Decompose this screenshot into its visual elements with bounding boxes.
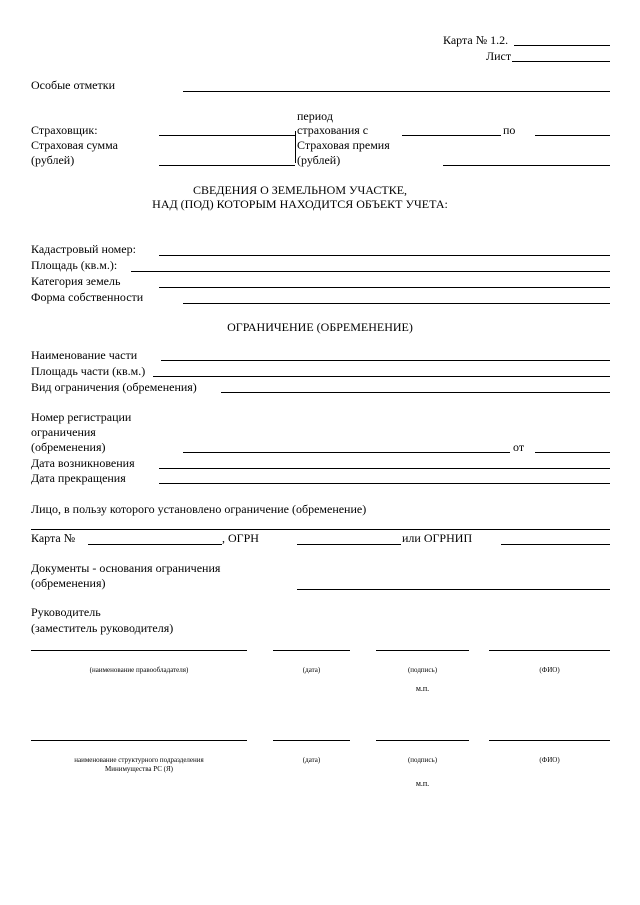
- divider-vertical: [295, 131, 296, 163]
- ownership-label: Форма собственности: [31, 290, 144, 304]
- beneficiary-line[interactable]: [31, 529, 610, 530]
- period-label-1: период: [297, 109, 333, 123]
- cadastral-label: Кадастровый номер:: [31, 242, 136, 256]
- area-line[interactable]: [131, 271, 610, 272]
- special-marks-line[interactable]: [183, 91, 610, 92]
- part-name-line[interactable]: [161, 360, 610, 361]
- reg-number-line[interactable]: [183, 452, 510, 453]
- part-name-label: Наименование части: [31, 348, 138, 362]
- sign1-fio-line[interactable]: [489, 650, 610, 651]
- kind-label: Вид ограничения (обременения): [31, 380, 197, 394]
- ogrn-label: , ОГРН: [222, 531, 259, 545]
- sign1-name-caption: (наименование правообладателя): [89, 666, 189, 674]
- sign2-stamp-mark: м.п.: [415, 779, 430, 788]
- head-label-2: (заместитель руководителя): [31, 621, 174, 635]
- period-label-2: страхования с: [297, 123, 369, 137]
- docs-label-1: Документы - основания ограничения: [31, 561, 221, 575]
- reg-label-3: (обременения): [31, 440, 106, 454]
- cadastral-line[interactable]: [159, 255, 610, 256]
- sign2-date-caption: (дата): [302, 756, 321, 764]
- sign2-sign-caption: (подпись): [407, 756, 438, 764]
- part-area-label: Площадь части (кв.м.): [31, 364, 146, 378]
- sign1-date-caption: (дата): [302, 666, 321, 674]
- sum-line[interactable]: [159, 165, 295, 166]
- land-title-1: СВЕДЕНИЯ О ЗЕМЕЛЬНОМ УЧАСТКЕ,: [192, 183, 408, 197]
- kind-line[interactable]: [221, 392, 610, 393]
- beneficiary-label: Лицо, в пользу которого установлено ограничение (обременение): [31, 502, 367, 516]
- premium-label-1: Страховая премия: [297, 138, 390, 152]
- card-number-label: Карта № 1.2.: [443, 33, 509, 47]
- ownership-line[interactable]: [183, 303, 610, 304]
- docs-line[interactable]: [297, 589, 610, 590]
- end-date-line[interactable]: [159, 483, 610, 484]
- restriction-title: ОГРАНИЧЕНИЕ (ОБРЕМЕНЕНИЕ): [227, 320, 413, 334]
- premium-label-2: (рублей): [297, 153, 341, 167]
- category-line[interactable]: [159, 287, 610, 288]
- category-label: Категория земель: [31, 274, 121, 288]
- end-date-label: Дата прекращения: [31, 471, 126, 485]
- card-no-line[interactable]: [88, 544, 222, 545]
- reg-label-2: ограничения: [31, 425, 96, 439]
- start-date-label: Дата возникновения: [31, 456, 135, 470]
- card-number-line[interactable]: [514, 45, 610, 46]
- start-date-line[interactable]: [159, 468, 610, 469]
- reg-label-1: Номер регистрации: [31, 410, 132, 424]
- period-from-line[interactable]: [402, 135, 501, 136]
- sign2-name-caption-1: наименование структурного подразделения: [74, 756, 204, 764]
- sign2-name-caption-2: Минимущества РС (Я): [104, 765, 174, 773]
- sign1-sign-caption: (подпись): [407, 666, 438, 674]
- sheet-label: Лист: [486, 49, 512, 63]
- sign1-date-line[interactable]: [273, 650, 350, 651]
- sign2-fio-caption: (ФИО): [539, 756, 560, 764]
- ogrn-line[interactable]: [297, 544, 401, 545]
- sign1-name-line[interactable]: [31, 650, 247, 651]
- sum-label-2: (рублей): [31, 153, 75, 167]
- period-to-label: по: [503, 123, 516, 137]
- sheet-line[interactable]: [512, 61, 610, 62]
- sign1-fio-caption: (ФИО): [539, 666, 560, 674]
- area-label: Площадь (кв.м.):: [31, 258, 118, 272]
- land-title-2: НАД (ПОД) КОТОРЫМ НАХОДИТСЯ ОБЪЕКТ УЧЕТА:: [152, 197, 448, 211]
- sign2-name-line[interactable]: [31, 740, 247, 741]
- sign1-stamp-mark: м.п.: [415, 684, 430, 693]
- period-to-line[interactable]: [535, 135, 610, 136]
- sign1-sign-line[interactable]: [376, 650, 469, 651]
- ogrnip-line[interactable]: [501, 544, 610, 545]
- special-marks-label: Особые отметки: [31, 78, 115, 92]
- premium-line[interactable]: [443, 165, 610, 166]
- reg-from-label: от: [513, 440, 525, 454]
- head-label-1: Руководитель: [31, 605, 101, 619]
- sign2-sign-line[interactable]: [376, 740, 469, 741]
- docs-label-2: (обременения): [31, 576, 106, 590]
- card-no-label: Карта №: [31, 531, 76, 545]
- reg-from-line[interactable]: [535, 452, 610, 453]
- insurer-label: Страховщик:: [31, 123, 98, 137]
- sign2-fio-line[interactable]: [489, 740, 610, 741]
- part-area-line[interactable]: [153, 376, 610, 377]
- insurer-line[interactable]: [159, 135, 295, 136]
- sign2-date-line[interactable]: [273, 740, 350, 741]
- sum-label-1: Страховая сумма: [31, 138, 118, 152]
- ogrnip-label: или ОГРНИП: [402, 531, 473, 545]
